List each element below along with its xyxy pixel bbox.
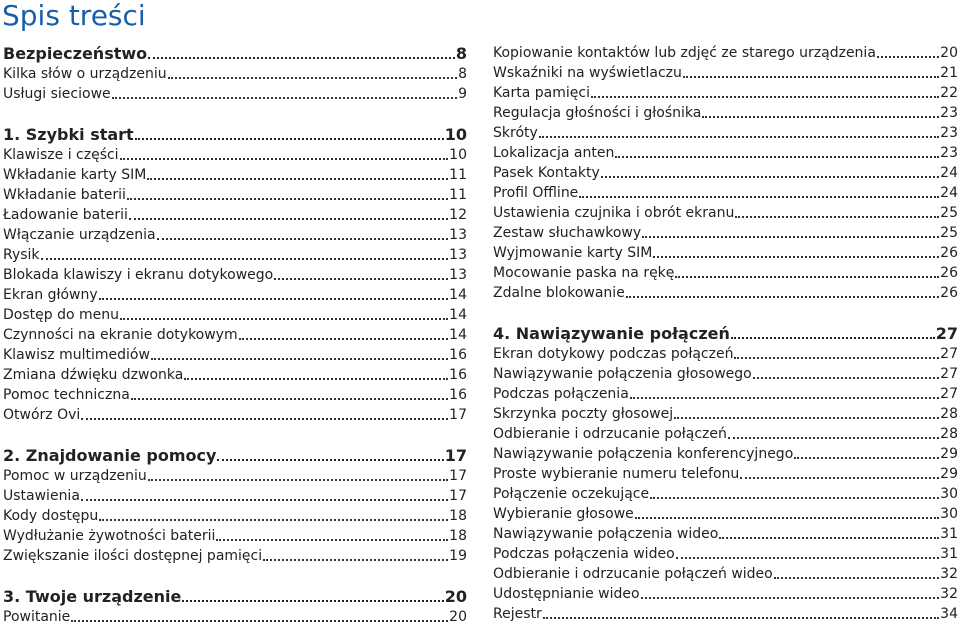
dot-leader <box>182 596 443 602</box>
dot-leader <box>148 53 455 59</box>
dot-leader <box>653 252 939 258</box>
dot-leader <box>630 393 939 399</box>
dot-leader <box>877 52 939 58</box>
dot-leader <box>157 234 449 240</box>
dot-leader <box>650 493 939 499</box>
toc-page-number: 13 <box>449 267 467 283</box>
toc-entry-lokalizacja-anten[interactable] <box>493 143 958 163</box>
toc-section-3-twoje-urzadzenie[interactable] <box>3 586 467 607</box>
toc-page-number: 22 <box>940 85 958 101</box>
dot-leader <box>112 93 457 99</box>
toc-page-number: 26 <box>940 285 958 301</box>
toc-section-2-znajdowanie-pomocy[interactable] <box>3 445 467 466</box>
toc-spacer <box>3 566 467 586</box>
toc-page-number: 26 <box>940 245 958 261</box>
toc-page-number: 17 <box>449 488 467 504</box>
dot-leader <box>120 154 449 160</box>
toc-entry-label: Podczas połączenia <box>493 386 629 402</box>
dot-leader <box>675 272 939 278</box>
dot-leader <box>676 553 940 559</box>
toc-entry-label: Połączenie oczekujące <box>493 486 650 502</box>
toc-page-number: 23 <box>940 125 958 141</box>
toc-entry-label: Klawisze i części <box>3 147 119 163</box>
toc-entry-rejestr[interactable] <box>493 604 958 624</box>
dot-leader <box>148 475 448 481</box>
toc-entry-zwiekszanie-ilosci-dostepnej-pamieci[interactable] <box>3 546 467 566</box>
toc-entry-label: Zestaw słuchawkowy <box>493 225 642 241</box>
dot-leader <box>740 473 939 479</box>
toc-page-number: 18 <box>449 508 467 524</box>
toc-entry-label: Ekran dotykowy podczas połączeń <box>493 346 734 362</box>
toc-entry-label: Blokada klawiszy i ekranu dotykowego <box>3 267 274 283</box>
toc-page-number: 16 <box>449 387 467 403</box>
dot-leader <box>734 353 939 359</box>
toc-entry-ekran-dotykowy-podczas-polaczen[interactable] <box>493 344 958 364</box>
toc-left-column <box>3 43 467 627</box>
toc-entry-nawiazywanie-polaczenia-wideo[interactable] <box>493 524 958 544</box>
dot-leader <box>674 413 939 419</box>
toc-entry-wlaczanie-urzadzenia[interactable] <box>3 225 467 245</box>
toc-entry-odbieranie-i-odrzucanie-polaczen[interactable] <box>493 424 958 444</box>
toc-entry-pasek-kontakty[interactable] <box>493 163 958 183</box>
toc-entry-ustawienia-czujnika-i-obrot-ekranu[interactable] <box>493 203 958 223</box>
toc-entry-skroty[interactable] <box>493 123 958 143</box>
toc-entry-label: Włączanie urządzenia <box>3 227 156 243</box>
dot-leader <box>120 314 448 320</box>
toc-entry-label: Pomoc techniczna <box>3 387 130 403</box>
toc-entry-blokada-klawiszy-i-ekranu-dotykowego[interactable] <box>3 265 467 285</box>
toc-entry-pomoc-w-urzadzeniu[interactable] <box>3 466 467 486</box>
toc-entry-label: Rejestr <box>493 606 542 622</box>
toc-page-number: 12 <box>449 207 467 223</box>
toc-entry-label: Pasek Kontakty <box>493 165 600 181</box>
toc-page-number: 24 <box>940 185 958 201</box>
toc-entry-label: Zmiana dźwięku dzwonka <box>3 367 184 383</box>
toc-entry-label: Usługi sieciowe <box>3 86 111 102</box>
toc-entry-karta-pamieci[interactable] <box>493 83 958 103</box>
toc-entry-kilka-slow-o-urzadzeniu[interactable] <box>3 64 467 84</box>
dot-leader <box>81 495 448 501</box>
toc-page-number: 14 <box>449 327 467 343</box>
dot-leader <box>539 132 939 138</box>
toc-entry-label: Regulacja głośności i głośnika <box>493 105 702 121</box>
toc-page-number: 11 <box>449 187 467 203</box>
toc-page-number: 17 <box>449 468 467 484</box>
toc-page-number: 21 <box>940 65 958 81</box>
toc-entry-czynnosci-na-ekranie-dotykowym[interactable] <box>3 325 467 345</box>
toc-entry-nawiazywanie-polaczenia-konferencyjnego[interactable] <box>493 444 958 464</box>
toc-entry-kopiowanie-kontaktow-lub-zdjec-ze-starego-urzadzenia[interactable] <box>493 43 958 63</box>
toc-entry-label: Skróty <box>493 125 538 141</box>
toc-entry-kody-dostepu[interactable] <box>3 506 467 526</box>
toc-section-bezpieczenstwo[interactable] <box>3 43 467 64</box>
toc-entry-label: Wydłużanie żywotności baterii <box>3 528 216 544</box>
toc-page-number: 17 <box>449 407 467 423</box>
toc-page-number: 20 <box>449 609 467 625</box>
toc-entry-label: Wskaźniki na wyświetlaczu <box>493 65 682 81</box>
dot-leader <box>702 112 939 118</box>
toc-entry-label: Rysik <box>3 247 40 263</box>
dot-leader <box>642 232 939 238</box>
toc-page-number: 14 <box>449 287 467 303</box>
toc-entry-polaczenie-oczekujace[interactable] <box>493 484 958 504</box>
toc-entry-mocowanie-paska-na-reke[interactable] <box>493 263 958 283</box>
toc-page-number: 32 <box>940 586 958 602</box>
toc-page-number: 9 <box>458 86 467 102</box>
toc-entry-wydluzanie-zywotnosci-baterii[interactable] <box>3 526 467 546</box>
dot-leader <box>135 134 444 140</box>
toc-entry-label: 4. Nawiązywanie połączeń <box>493 324 730 343</box>
dot-leader <box>168 73 457 79</box>
toc-entry-label: Ładowanie baterii <box>3 207 128 223</box>
toc-entry-label: Karta pamięci <box>493 85 590 101</box>
dot-leader <box>579 192 939 198</box>
toc-spacer <box>3 425 467 445</box>
toc-entry-podczas-polaczenia-wideo[interactable] <box>493 544 958 564</box>
dot-leader <box>615 152 939 158</box>
toc-entry-label: Udostępnianie wideo <box>493 586 640 602</box>
toc-page-number: 24 <box>940 165 958 181</box>
toc-entry-label: Ekran główny <box>3 287 98 303</box>
toc-entry-regulacja-glosnosci-i-glosnika[interactable] <box>493 103 958 123</box>
dot-leader <box>217 455 443 461</box>
toc-page-number: 20 <box>444 587 467 606</box>
toc-spacer <box>493 303 958 323</box>
toc-entry-wybieranie-glosowe[interactable] <box>493 504 958 524</box>
toc-page-number: 16 <box>449 367 467 383</box>
toc-page-number: 27 <box>940 346 958 362</box>
toc-entry-ekran-glowny[interactable] <box>3 285 467 305</box>
toc-entry-label: Zdalne blokowanie <box>493 285 625 301</box>
toc-page-number: 27 <box>935 324 958 343</box>
dot-leader <box>216 535 448 541</box>
toc-entry-wkladanie-karty-sim[interactable] <box>3 165 467 185</box>
toc-entry-rysik[interactable] <box>3 245 467 265</box>
toc-entry-label: Odbieranie i odrzucanie połączeń <box>493 426 727 442</box>
toc-page-number: 34 <box>940 606 958 622</box>
toc-entry-wyjmowanie-karty-sim[interactable] <box>493 243 958 263</box>
dot-leader <box>753 373 939 379</box>
toc-page-number: 29 <box>940 446 958 462</box>
toc-page-number: 29 <box>940 466 958 482</box>
toc-page-number: 18 <box>449 528 467 544</box>
toc-entry-nawiazywanie-polaczenia-glosowego[interactable] <box>493 364 958 384</box>
toc-entry-ustawienia[interactable] <box>3 486 467 506</box>
toc-page-number: 13 <box>449 227 467 243</box>
dot-leader <box>129 214 448 220</box>
toc-entry-label: 2. Znajdowanie pomocy <box>3 446 217 465</box>
toc-entry-label: Otwórz Ovi <box>3 407 81 423</box>
dot-leader <box>71 616 448 622</box>
dot-leader <box>683 72 939 78</box>
toc-page-number: 31 <box>940 526 958 542</box>
toc-entry-label: Nawiązywanie połączenia wideo <box>493 526 719 542</box>
toc-entry-uslugi-sieciowe[interactable] <box>3 84 467 104</box>
toc-entry-label: Nawiązywanie połączenia głosowego <box>493 366 752 382</box>
toc-page-number: 23 <box>940 145 958 161</box>
dot-leader <box>641 593 940 599</box>
toc-page-number: 32 <box>940 566 958 582</box>
toc-page-number: 25 <box>940 205 958 221</box>
toc-entry-label: Kopiowanie kontaktów lub zdjęć ze starego urządzenia <box>493 45 876 61</box>
dot-leader <box>735 212 939 218</box>
toc-page-number: 30 <box>940 506 958 522</box>
toc-entry-label: Profil Offline <box>493 185 579 201</box>
toc-entry-wkladanie-baterii[interactable] <box>3 185 467 205</box>
toc-entry-profil-offline[interactable] <box>493 183 958 203</box>
toc-entry-powitanie[interactable] <box>3 607 467 627</box>
toc-entry-label: 3. Twoje urządzenie <box>3 587 182 606</box>
toc-page-number: 17 <box>444 446 467 465</box>
toc-page-number: 8 <box>458 66 467 82</box>
toc-entry-label: Dostęp do menu <box>3 307 119 323</box>
toc-spacer <box>3 104 467 124</box>
dot-leader <box>239 334 449 340</box>
toc-page-number: 30 <box>940 486 958 502</box>
toc-page-number: 10 <box>449 147 467 163</box>
toc-entry-pomoc-techniczna[interactable] <box>3 385 467 405</box>
dot-leader <box>131 394 448 400</box>
toc-entry-label: Wybieranie głosowe <box>493 506 634 522</box>
dot-leader <box>81 414 448 420</box>
toc-entry-zmiana-dzwieku-dzwonka[interactable] <box>3 365 467 385</box>
page-title: Spis treści <box>2 0 146 32</box>
dot-leader <box>731 333 935 339</box>
dot-leader <box>601 172 939 178</box>
toc-entry-wskazniki-na-wyswietlaczu[interactable] <box>493 63 958 83</box>
toc-entry-label: Wkładanie baterii <box>3 187 126 203</box>
dot-leader <box>274 274 448 280</box>
toc-entry-label: Lokalizacja anten <box>493 145 615 161</box>
toc-page-number: 23 <box>940 105 958 121</box>
dot-leader <box>591 92 939 98</box>
toc-page-number: 16 <box>449 347 467 363</box>
toc-page-number: 27 <box>940 386 958 402</box>
toc-entry-otworz-ovi[interactable] <box>3 405 467 425</box>
dot-leader <box>41 254 449 260</box>
toc-page-number: 19 <box>449 548 467 564</box>
toc-page-number: 13 <box>449 247 467 263</box>
toc-entry-label: 1. Szybki start <box>3 125 134 144</box>
dot-leader <box>635 513 939 519</box>
dot-leader <box>99 294 449 300</box>
toc-entry-zdalne-blokowanie[interactable] <box>493 283 958 303</box>
dot-leader <box>99 515 448 521</box>
toc-entry-label: Powitanie <box>3 609 71 625</box>
toc-section-4-nawiazywanie-polaczen[interactable] <box>493 323 958 344</box>
dot-leader <box>147 174 448 180</box>
toc-entry-zestaw-sluchawkowy[interactable] <box>493 223 958 243</box>
toc-entry-proste-wybieranie-numeru-telefonu[interactable] <box>493 464 958 484</box>
dot-leader <box>127 194 448 200</box>
toc-entry-label: Kilka słów o urządzeniu <box>3 66 167 82</box>
toc-entry-ladowanie-baterii[interactable] <box>3 205 467 225</box>
toc-page-number: 10 <box>444 125 467 144</box>
toc-entry-klawisze-i-czesci[interactable] <box>3 145 467 165</box>
toc-entry-label: Pomoc w urządzeniu <box>3 468 147 484</box>
toc-entry-label: Zwiększanie ilości dostępnej pamięci <box>3 548 263 564</box>
toc-entry-label: Mocowanie paska na rękę <box>493 265 675 281</box>
dot-leader <box>184 374 448 380</box>
dot-leader <box>626 292 939 298</box>
toc-page-number: 31 <box>940 546 958 562</box>
toc-page-number: 11 <box>449 167 467 183</box>
dot-leader <box>151 354 448 360</box>
toc-entry-label: Czynności na ekranie dotykowym <box>3 327 238 343</box>
toc-entry-skrzynka-poczty-glosowej[interactable] <box>493 404 958 424</box>
toc-entry-klawisz-multimediow[interactable] <box>3 345 467 365</box>
toc-page-number: 25 <box>940 225 958 241</box>
dot-leader <box>543 613 939 619</box>
toc-page-number: 28 <box>940 426 958 442</box>
dot-leader <box>728 433 939 439</box>
toc-page-number: 8 <box>455 44 467 63</box>
dot-leader <box>263 555 448 561</box>
toc-page-number: 20 <box>940 45 958 61</box>
dot-leader <box>774 573 939 579</box>
toc-entry-label: Bezpieczeństwo <box>3 44 148 63</box>
toc-entry-label: Proste wybieranie numeru telefonu <box>493 466 740 482</box>
toc-entry-label: Odbieranie i odrzucanie połączeń wideo <box>493 566 773 582</box>
toc-entry-label: Wkładanie karty SIM <box>3 167 147 183</box>
toc-section-1-szybki-start[interactable] <box>3 124 467 145</box>
toc-entry-label: Klawisz multimediów <box>3 347 150 363</box>
toc-page-number: 14 <box>449 307 467 323</box>
toc-entry-odbieranie-i-odrzucanie-polaczen-wideo[interactable] <box>493 564 958 584</box>
toc-page-number: 27 <box>940 366 958 382</box>
toc-entry-label: Nawiązywanie połączenia konferencyjnego <box>493 446 794 462</box>
dot-leader <box>719 533 939 539</box>
toc-entry-udostepnianie-wideo[interactable] <box>493 584 958 604</box>
toc-entry-label: Ustawienia <box>3 488 80 504</box>
toc-entry-label: Ustawienia czujnika i obrót ekranu <box>493 205 735 221</box>
toc-entry-podczas-polaczenia[interactable] <box>493 384 958 404</box>
toc-page-number: 28 <box>940 406 958 422</box>
toc-entry-label: Wyjmowanie karty SIM <box>493 245 653 261</box>
toc-right-column <box>493 43 958 624</box>
dot-leader <box>794 453 939 459</box>
toc-page-number: 26 <box>940 265 958 281</box>
toc-entry-label: Skrzynka poczty głosowej <box>493 406 674 422</box>
toc-entry-dostep-do-menu[interactable] <box>3 305 467 325</box>
toc-entry-label: Kody dostępu <box>3 508 99 524</box>
toc-entry-label: Podczas połączenia wideo <box>493 546 675 562</box>
